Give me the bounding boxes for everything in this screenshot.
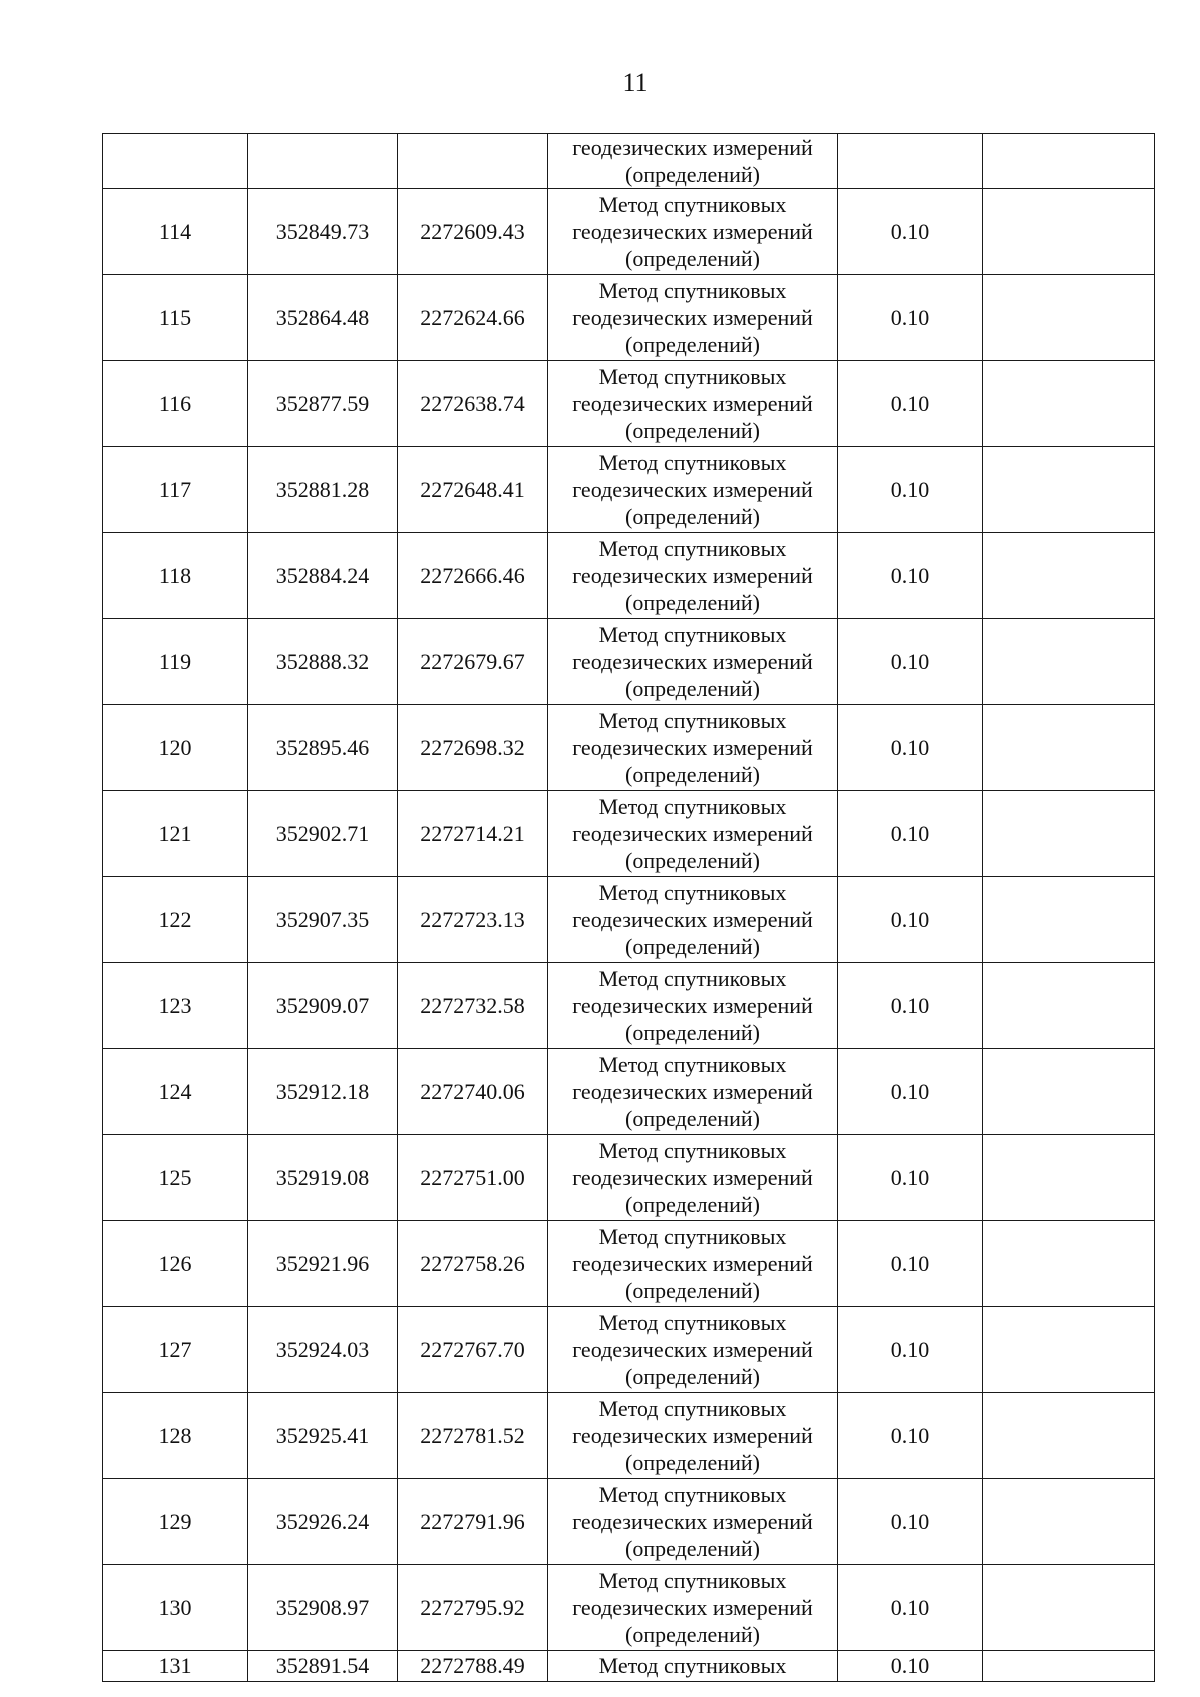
cell-x: 352912.18 xyxy=(248,1049,398,1135)
cell-x: 352909.07 xyxy=(248,963,398,1049)
cell-accuracy: 0.10 xyxy=(838,361,983,447)
method-line: геодезических измерений xyxy=(572,1337,813,1362)
cell-y: 2272791.96 xyxy=(398,1479,548,1565)
cell-x: 352884.24 xyxy=(248,533,398,619)
table-row xyxy=(103,189,1155,275)
table-row xyxy=(103,1393,1155,1479)
method-line: (определений) xyxy=(625,848,760,873)
cell-y: 2272679.67 xyxy=(398,619,548,705)
cell-y: 2272767.70 xyxy=(398,1307,548,1393)
cell-extra xyxy=(983,1049,1155,1135)
method-line: Метод спутниковых xyxy=(598,1224,787,1249)
cell-extra xyxy=(983,361,1155,447)
cell-accuracy: 0.10 xyxy=(838,1307,983,1393)
cell-extra xyxy=(983,275,1155,361)
method-line: геодезических измерений xyxy=(572,1509,813,1534)
method-line: геодезических измерений xyxy=(572,649,813,674)
cell-accuracy: 0.10 xyxy=(838,877,983,963)
coordinates-table-body xyxy=(103,134,1155,1682)
method-line: геодезических измерений xyxy=(572,305,813,330)
method-line: (определений) xyxy=(625,1192,760,1217)
cell-method xyxy=(548,134,838,189)
method-line: (определений) xyxy=(625,1106,760,1131)
table-row xyxy=(103,1049,1155,1135)
cell-y: 2272698.32 xyxy=(398,705,548,791)
method-line: Метод спутниковых xyxy=(598,1396,787,1421)
table-row xyxy=(103,619,1155,705)
cell-num: 114 xyxy=(103,189,248,275)
table-row xyxy=(103,1135,1155,1221)
cell-method xyxy=(548,877,838,963)
cell-method xyxy=(548,619,838,705)
cell-num: 117 xyxy=(103,447,248,533)
method-line: геодезических измерений xyxy=(572,993,813,1018)
method-line: геодезических измерений xyxy=(572,477,813,502)
cell-extra xyxy=(983,791,1155,877)
method-line: (определений) xyxy=(625,1622,760,1647)
cell-extra xyxy=(983,1135,1155,1221)
cell-num: 131 xyxy=(103,1651,248,1682)
cell-y: 2272624.66 xyxy=(398,275,548,361)
cell-y: 2272666.46 xyxy=(398,533,548,619)
method-line: геодезических измерений xyxy=(572,821,813,846)
cell-num: 129 xyxy=(103,1479,248,1565)
method-line: геодезических измерений xyxy=(572,135,813,160)
cell-y: 2272788.49 xyxy=(398,1651,548,1682)
method-line: (определений) xyxy=(625,934,760,959)
cell-y: 2272795.92 xyxy=(398,1565,548,1651)
method-line: Метод спутниковых xyxy=(598,622,787,647)
table-row xyxy=(103,1221,1155,1307)
coordinates-table xyxy=(102,133,1155,1682)
method-line: Метод спутниковых xyxy=(598,880,787,905)
cell-method xyxy=(548,189,838,275)
cell-x: 352919.08 xyxy=(248,1135,398,1221)
cell-x: 352849.73 xyxy=(248,189,398,275)
cell-y xyxy=(398,134,548,189)
cell-extra xyxy=(983,134,1155,189)
cell-method: Метод спутниковых xyxy=(548,1651,838,1682)
cell-y: 2272723.13 xyxy=(398,877,548,963)
method-line: Метод спутниковых xyxy=(598,794,787,819)
method-line: (определений) xyxy=(625,1536,760,1561)
cell-y: 2272758.26 xyxy=(398,1221,548,1307)
cell-num: 124 xyxy=(103,1049,248,1135)
table-row-continued xyxy=(103,134,1155,189)
cell-num: 115 xyxy=(103,275,248,361)
cell-y: 2272648.41 xyxy=(398,447,548,533)
cell-x: 352921.96 xyxy=(248,1221,398,1307)
cell-method xyxy=(548,361,838,447)
method-line: (определений) xyxy=(625,162,760,187)
method-line: Метод спутниковых xyxy=(598,1310,787,1335)
table-row xyxy=(103,1565,1155,1651)
table-row xyxy=(103,963,1155,1049)
cell-accuracy: 0.10 xyxy=(838,533,983,619)
method-line: Метод спутниковых xyxy=(598,192,787,217)
cell-num: 128 xyxy=(103,1393,248,1479)
cell-num: 130 xyxy=(103,1565,248,1651)
cell-num: 118 xyxy=(103,533,248,619)
cell-method xyxy=(548,533,838,619)
cell-num: 119 xyxy=(103,619,248,705)
cell-x xyxy=(248,134,398,189)
cell-y: 2272732.58 xyxy=(398,963,548,1049)
table-row xyxy=(103,705,1155,791)
cell-extra xyxy=(983,619,1155,705)
cell-accuracy: 0.10 xyxy=(838,275,983,361)
cell-method xyxy=(548,791,838,877)
cell-extra xyxy=(983,1393,1155,1479)
cell-x: 352924.03 xyxy=(248,1307,398,1393)
method-line: Метод спутниковых xyxy=(598,450,787,475)
method-line: (определений) xyxy=(625,418,760,443)
cell-method xyxy=(548,1049,838,1135)
method-line: Метод спутниковых xyxy=(598,1568,787,1593)
method-line: (определений) xyxy=(625,1020,760,1045)
method-line: геодезических измерений xyxy=(572,563,813,588)
cell-accuracy: 0.10 xyxy=(838,1221,983,1307)
table-row xyxy=(103,361,1155,447)
cell-y: 2272714.21 xyxy=(398,791,548,877)
cell-accuracy: 0.10 xyxy=(838,1393,983,1479)
method-line: (определений) xyxy=(625,1450,760,1475)
cell-x: 352864.48 xyxy=(248,275,398,361)
table-row xyxy=(103,447,1155,533)
cell-accuracy: 0.10 xyxy=(838,447,983,533)
cell-extra xyxy=(983,189,1155,275)
method-line: (определений) xyxy=(625,246,760,271)
method-line: геодезических измерений xyxy=(572,1251,813,1276)
method-line: геодезических измерений xyxy=(572,1595,813,1620)
cell-x: 352902.71 xyxy=(248,791,398,877)
cell-y: 2272609.43 xyxy=(398,189,548,275)
method-line: Метод спутниковых xyxy=(598,1482,787,1507)
cell-x: 352881.28 xyxy=(248,447,398,533)
method-line: Метод спутниковых xyxy=(598,1052,787,1077)
cell-method xyxy=(548,275,838,361)
table-row xyxy=(103,275,1155,361)
cell-accuracy: 0.10 xyxy=(838,619,983,705)
cell-accuracy: 0.10 xyxy=(838,1651,983,1682)
cell-extra xyxy=(983,1565,1155,1651)
cell-method xyxy=(548,1393,838,1479)
method-line: геодезических измерений xyxy=(572,907,813,932)
cell-num: 127 xyxy=(103,1307,248,1393)
method-line: геодезических измерений xyxy=(572,219,813,244)
method-line: Метод спутниковых xyxy=(598,536,787,561)
cell-num: 120 xyxy=(103,705,248,791)
method-line: Метод спутниковых xyxy=(598,708,787,733)
cell-extra xyxy=(983,1651,1155,1682)
cell-accuracy: 0.10 xyxy=(838,1135,983,1221)
cell-method xyxy=(548,705,838,791)
method-line: (определений) xyxy=(625,762,760,787)
cell-extra xyxy=(983,533,1155,619)
cell-x: 352926.24 xyxy=(248,1479,398,1565)
cell-method xyxy=(548,447,838,533)
method-line: геодезических измерений xyxy=(572,735,813,760)
method-line: (определений) xyxy=(625,1278,760,1303)
method-line: (определений) xyxy=(625,504,760,529)
method-line: (определений) xyxy=(625,590,760,615)
cell-num: 116 xyxy=(103,361,248,447)
cell-y: 2272751.00 xyxy=(398,1135,548,1221)
cell-extra xyxy=(983,705,1155,791)
cell-x: 352907.35 xyxy=(248,877,398,963)
table-row xyxy=(103,877,1155,963)
cell-num: 122 xyxy=(103,877,248,963)
method-line: Метод спутниковых xyxy=(598,1138,787,1163)
method-line: (определений) xyxy=(625,1364,760,1389)
cell-x: 352908.97 xyxy=(248,1565,398,1651)
cell-accuracy xyxy=(838,134,983,189)
cell-method xyxy=(548,1479,838,1565)
cell-method xyxy=(548,1221,838,1307)
cell-x: 352891.54 xyxy=(248,1651,398,1682)
table-row xyxy=(103,533,1155,619)
table-row-last xyxy=(103,1651,1155,1682)
cell-y: 2272638.74 xyxy=(398,361,548,447)
method-line: геодезических измерений xyxy=(572,391,813,416)
cell-num: 121 xyxy=(103,791,248,877)
cell-extra xyxy=(983,447,1155,533)
cell-accuracy: 0.10 xyxy=(838,189,983,275)
cell-accuracy: 0.10 xyxy=(838,1565,983,1651)
cell-extra xyxy=(983,963,1155,1049)
table-row xyxy=(103,791,1155,877)
cell-extra xyxy=(983,1221,1155,1307)
cell-y: 2272781.52 xyxy=(398,1393,548,1479)
cell-accuracy: 0.10 xyxy=(838,791,983,877)
method-line: геодезических измерений xyxy=(572,1165,813,1190)
cell-method xyxy=(548,1565,838,1651)
cell-x: 352877.59 xyxy=(248,361,398,447)
cell-extra xyxy=(983,877,1155,963)
table-row xyxy=(103,1307,1155,1393)
cell-x: 352888.32 xyxy=(248,619,398,705)
method-line: Метод спутниковых xyxy=(598,966,787,991)
method-line: (определений) xyxy=(625,332,760,357)
method-line: (определений) xyxy=(625,676,760,701)
cell-accuracy: 0.10 xyxy=(838,1479,983,1565)
method-line: геодезических измерений xyxy=(572,1079,813,1104)
cell-extra xyxy=(983,1307,1155,1393)
cell-accuracy: 0.10 xyxy=(838,1049,983,1135)
cell-accuracy: 0.10 xyxy=(838,963,983,1049)
method-line: геодезических измерений xyxy=(572,1423,813,1448)
cell-method xyxy=(548,1135,838,1221)
cell-num: 125 xyxy=(103,1135,248,1221)
method-line: Метод спутниковых xyxy=(598,364,787,389)
cell-num xyxy=(103,134,248,189)
cell-accuracy: 0.10 xyxy=(838,705,983,791)
cell-method xyxy=(548,963,838,1049)
page-number: 11 xyxy=(622,68,648,97)
cell-method xyxy=(548,1307,838,1393)
method-line: Метод спутниковых xyxy=(598,278,787,303)
table-row xyxy=(103,1479,1155,1565)
cell-x: 352895.46 xyxy=(248,705,398,791)
cell-num: 123 xyxy=(103,963,248,1049)
cell-x: 352925.41 xyxy=(248,1393,398,1479)
cell-y: 2272740.06 xyxy=(398,1049,548,1135)
cell-num: 126 xyxy=(103,1221,248,1307)
cell-extra xyxy=(983,1479,1155,1565)
